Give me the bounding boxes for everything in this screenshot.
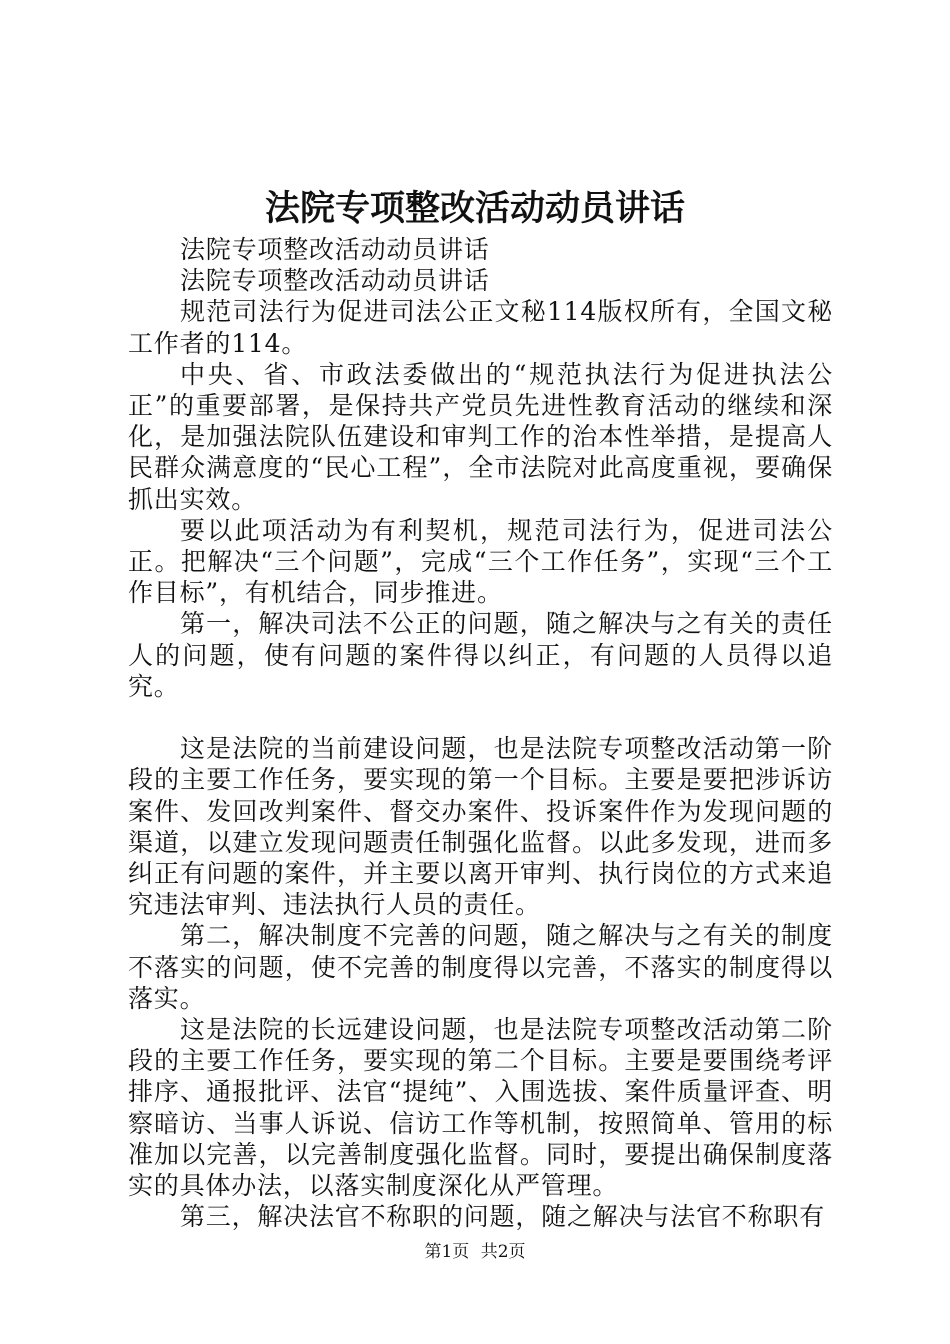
page-total: 共2页	[480, 1242, 526, 1262]
document-body	[128, 234, 833, 1232]
paragraph-intro: 规范司法行为促进司法公正文秘114版权所有，全国文秘工作者的114。	[128, 297, 833, 358]
paragraph-subtitle-1: 法院专项整改活动动员讲话	[180, 235, 490, 264]
paragraph-subtitle-2: 法院专项整改活动动员讲话	[180, 266, 490, 296]
page-footer	[0, 1240, 950, 1264]
paragraph-first-task: 这是法院的当前建设问题，也是法院专项整改活动第一阶段的主要工作任务，要实现的第一个目标。主要是要把涉诉访案件、发回改判案件、督交办案件、投诉案件作为发现问题的渠道，以建立发现问题责任制强化监督。以此多发现，进而多纠正有问题的案件，并主要以离开审判、执行岗位的方式来追究违法审判、违法执行人员的责任。	[128, 734, 833, 920]
page-number: 第1页	[424, 1242, 470, 1262]
paragraph-third-problem: 第三，解决法官不称职的问题，随之解决与法官不称职有	[180, 1202, 826, 1232]
paragraph-background: 中央、省、市政法委做出的“规范执法行为促进执法公正”的重要部署，是保持共产党员先进性教育活动的继续和深化，是加强法院队伍建设和审判工作的治本性举措，是提高人民群众满意度的“民心工程”，全市法院对此高度重视，要确保抓出实效。	[128, 359, 833, 514]
paragraph-second-problem: 第二，解决制度不完善的问题，随之解决与之有关的制度不落实的问题，使不完善的制度得以完善，不落实的制度得以落实。	[128, 921, 833, 1013]
document-title: 法院专项整改活动动员讲话	[264, 188, 685, 229]
paragraph-objective: 要以此项活动为有利契机，规范司法行为，促进司法公正。把解决“三个问题”，完成“三个工作任务”，实现“三个工作目标”，有机结合，同步推进。	[128, 515, 833, 608]
paragraph-second-task: 这是法院的长远建设问题，也是法院专项整改活动第二阶段的主要工作任务，要实现的第二个目标。主要是要围绕考评排序、通报批评、法官“提纯”、入围选拔、案件质量评查、明察暗访、当事人诉说、信访工作等机制，按照简单、管用的标准加以完善，以完善制度强化监督。同时，要提出确保制度落实的具体办法，以落实制度深化从严管理。	[128, 1015, 833, 1201]
paragraph-first-problem: 第一，解决司法不公正的问题，随之解决与之有关的责任人的问题，使有问题的案件得以纠正，有问题的人员得以追究。	[128, 609, 833, 701]
